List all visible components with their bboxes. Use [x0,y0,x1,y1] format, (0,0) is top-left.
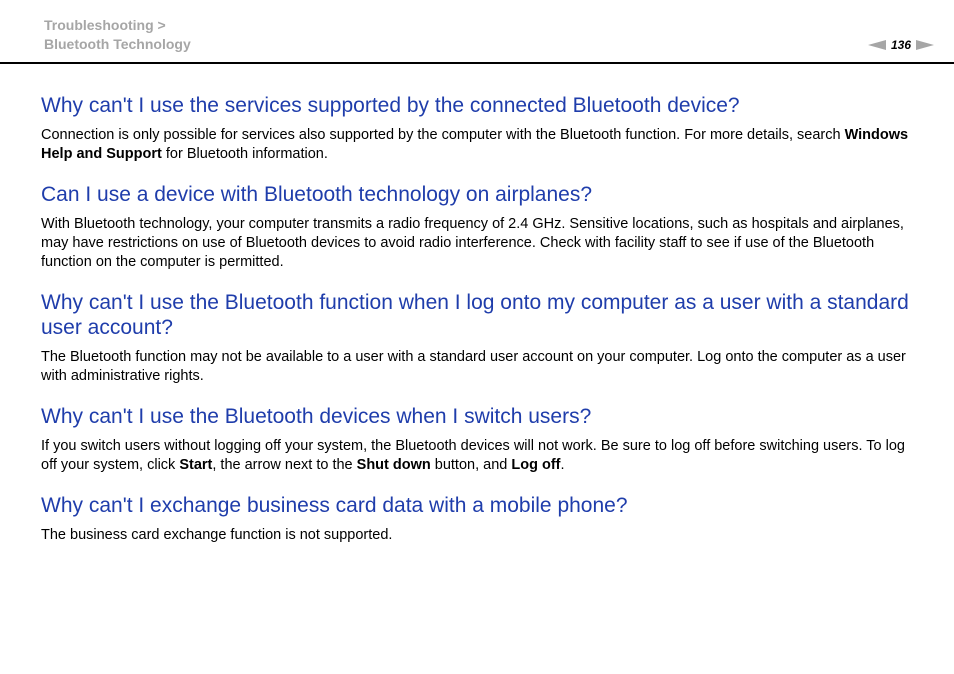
section-body [41,215,916,272]
body-text: The business card exchange function is not supported. [41,527,393,543]
header-divider [0,62,954,64]
body-text: Connection is only possible for services also supported by the computer with the Bluetooth function. For more details, search [41,127,845,143]
faq-section-standard-user [41,290,916,386]
body-text: , the arrow next to the [212,457,357,473]
body-text: for Bluetooth information. [161,146,328,162]
breadcrumb [44,16,191,54]
section-body [41,526,916,545]
body-text: button, and [430,457,512,473]
body-text-bold: Windows Help and Support [41,127,909,162]
faq-section-business-card [41,493,916,545]
section-heading: Why can't I use the Bluetooth function when I log onto my computer as a user with a standard user account? [41,291,909,339]
next-page-arrow-icon[interactable] [916,40,934,50]
faq-content [41,93,916,545]
section-body [41,126,916,164]
body-text-bold: Start [179,457,213,473]
breadcrumb-parent[interactable]: Troubleshooting > [44,17,166,33]
section-heading: Why can't I use the Bluetooth devices when I switch users? [41,405,592,428]
page-navigator [868,37,934,53]
section-body [41,437,916,475]
section-heading: Why can't I use the services supported by the connected Bluetooth device? [41,94,740,117]
faq-section-airplanes [41,182,916,272]
breadcrumb-current[interactable]: Bluetooth Technology [44,36,191,52]
body-text: With Bluetooth technology, your computer transmits a radio frequency of 2.4 GHz. Sensitive locations, such as hospitals and airplanes, may have restrictions on use of Bluetooth devices to avoid radio interference. Check with facility staff to see if use of the Bluetooth function on the computer is permitted. [41,216,904,270]
body-text: . [560,457,565,473]
faq-section-services [41,93,916,164]
body-text: If you switch users without logging off your system, the Bluetooth devices will not work. Be sure to log off before switching users. To log off your system, click [41,438,905,473]
section-body [41,348,916,386]
section-heading: Can I use a device with Bluetooth technology on airplanes? [41,183,593,206]
body-text-bold: Shut down [356,457,431,473]
previous-page-arrow-icon[interactable] [868,40,886,50]
section-heading: Why can't I exchange business card data with a mobile phone? [41,494,628,517]
body-text: The Bluetooth function may not be available to a user with a standard user account on your computer. Log onto the computer as a user with administrative rights. [41,349,906,384]
page-number: 136 [890,38,911,52]
body-text-bold: Log off [511,457,561,473]
faq-section-switch-users [41,404,916,475]
